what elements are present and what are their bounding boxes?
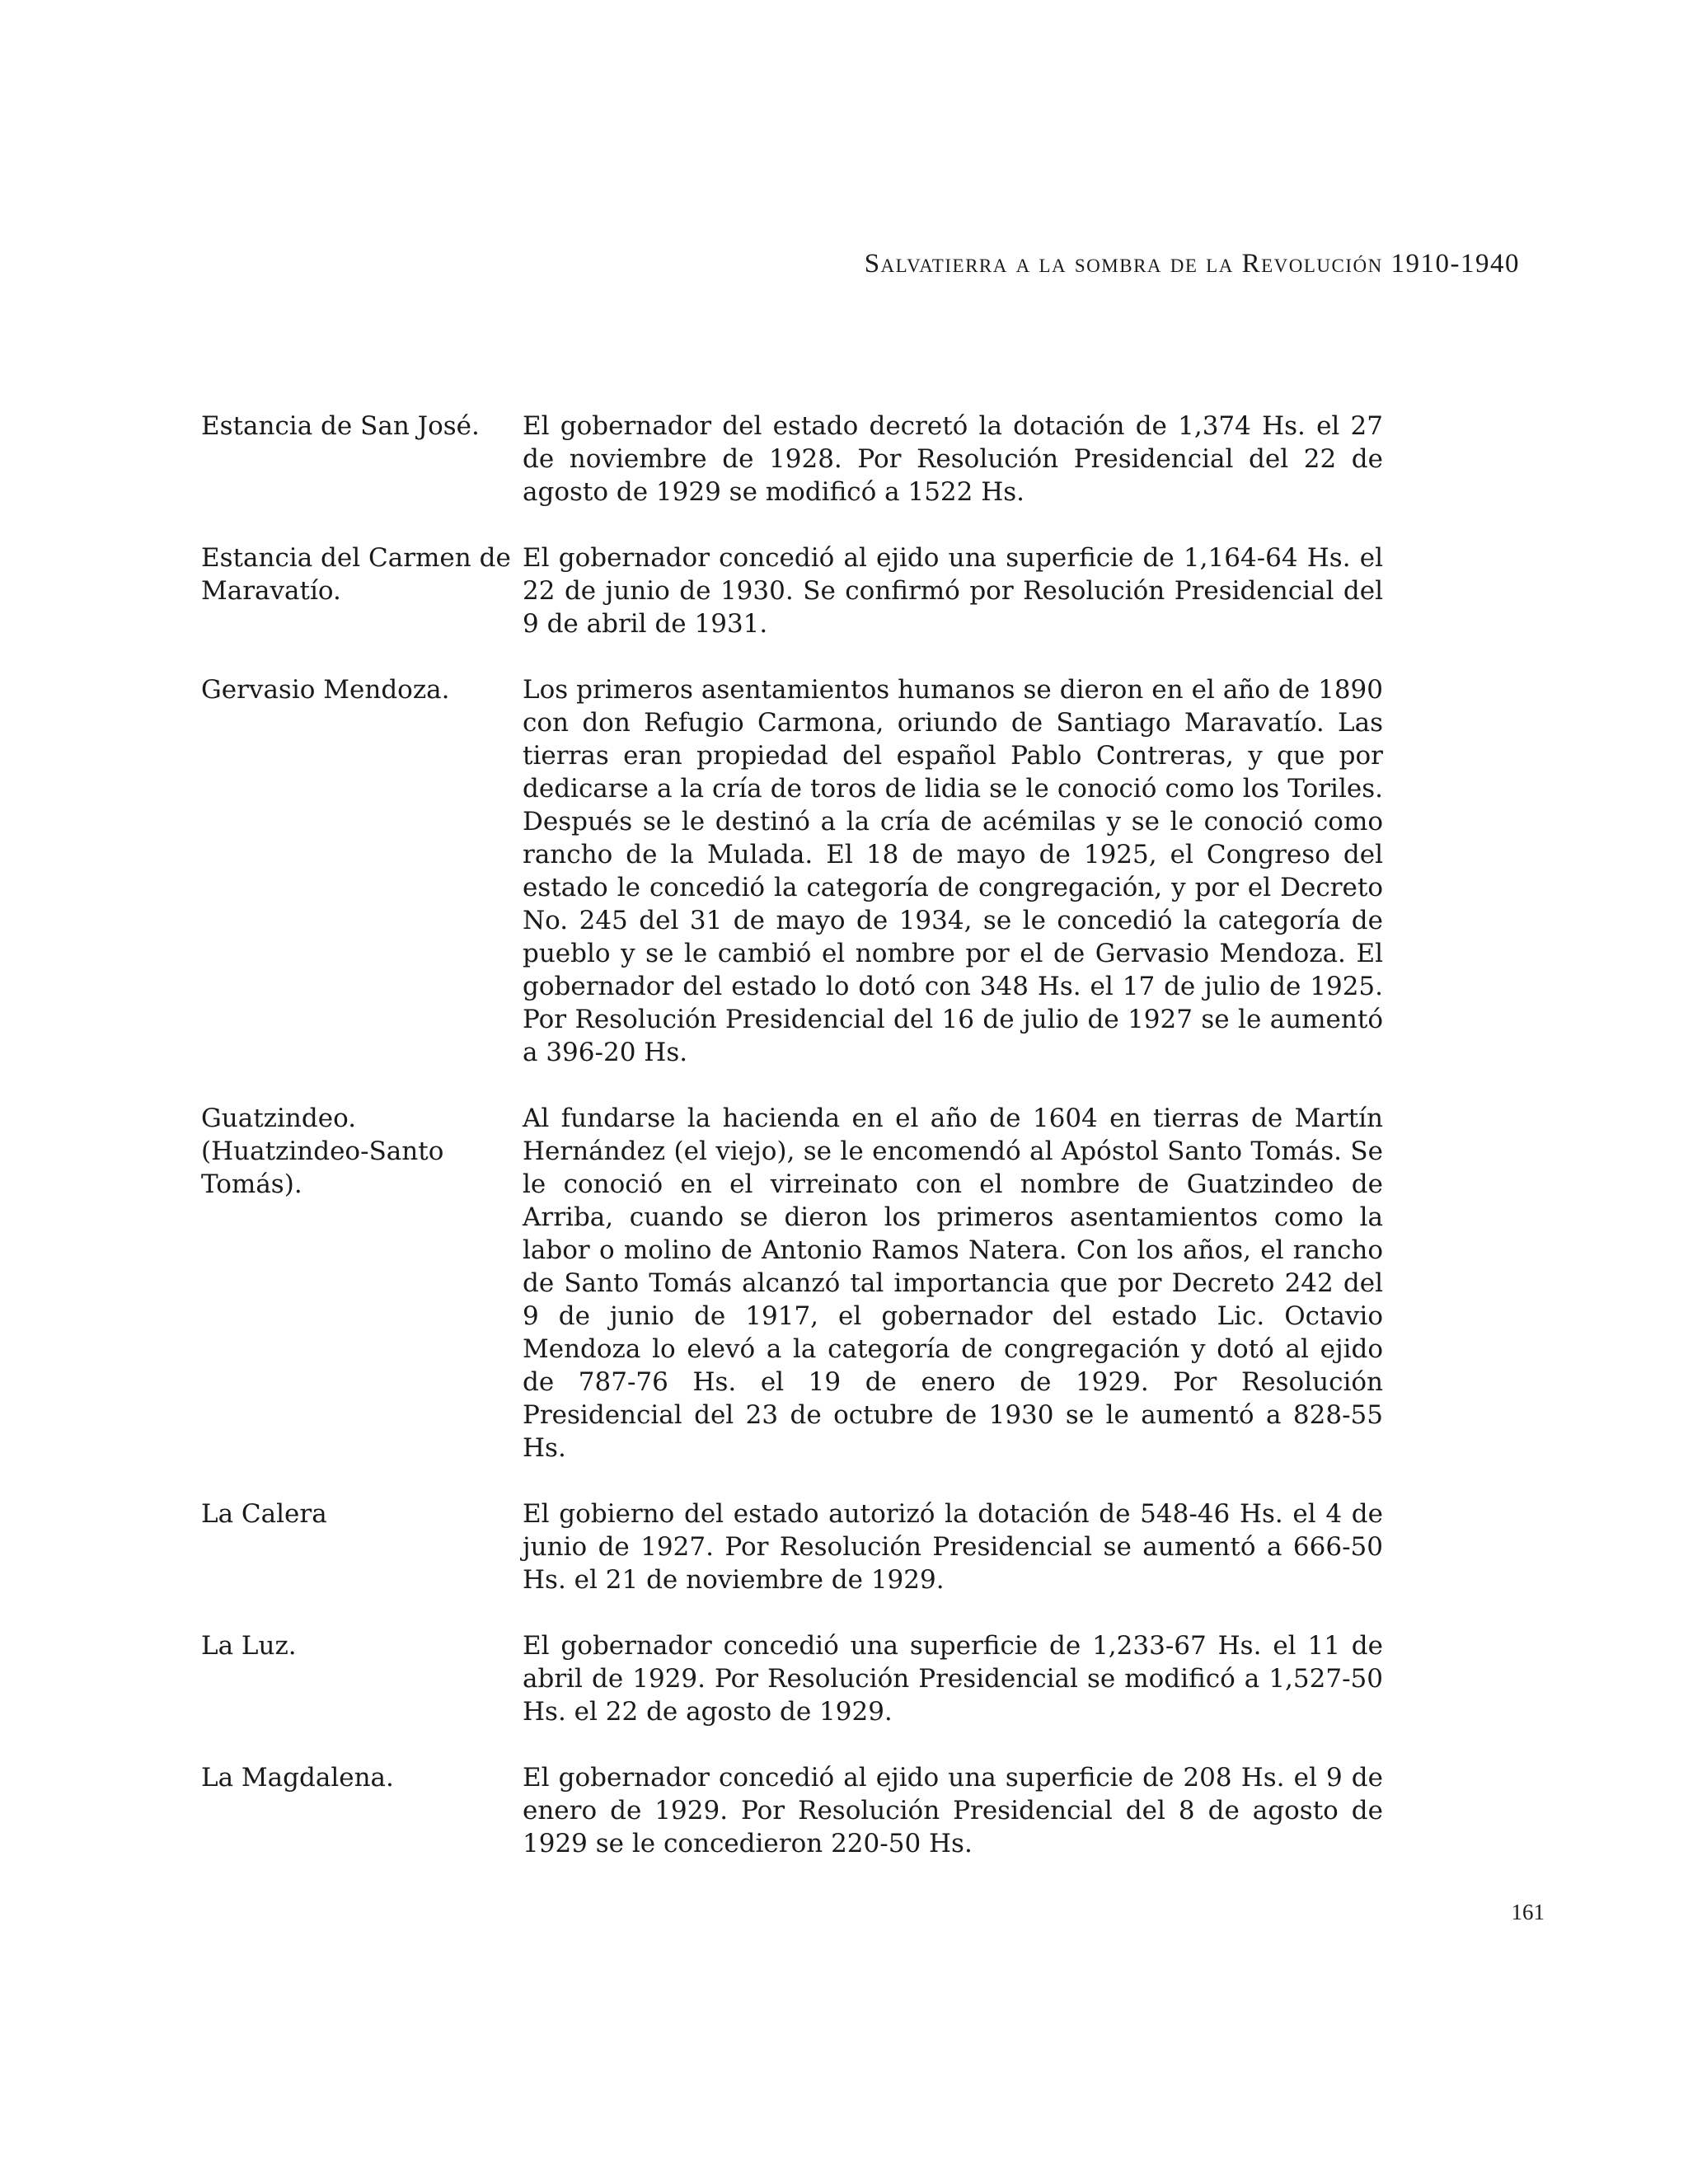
entry-estancia-carmen-maravatio bbox=[201, 541, 1383, 640]
entry-estancia-san-jose bbox=[201, 410, 1383, 509]
entries-list bbox=[201, 410, 1383, 1893]
entry-description: El gobierno del estado autorizó la dotación de 548-46 Hs. el 4 de junio de 1927. Por Resolución Presidencial se aumentó a 666-50 Hs. el 21 de noviembre de 1929. bbox=[523, 1499, 1383, 1595]
entry-term: Guatzindeo. (Huatzindeo-Santo Tomás). bbox=[201, 1104, 444, 1199]
entry-gervasio-mendoza bbox=[201, 673, 1383, 1069]
page-number: 161 bbox=[1511, 1900, 1545, 1924]
entry-description: El gobernador concedió al ejido una superficie de 208 Hs. el 9 de enero de 1929. Por Resolución Presidencial del 8 de agosto de 1929 se le concedieron 220-50 Hs. bbox=[523, 1763, 1383, 1858]
entry-term: Estancia de San José. bbox=[201, 411, 480, 441]
entry-description: El gobernador concedió una superficie de 1,233-67 Hs. el 11 de abril de 1929. Por Resolución Presidencial se modificó a 1,527-50 Hs. el 22 de agosto de 1929. bbox=[523, 1631, 1383, 1727]
entry-term: La Calera bbox=[201, 1499, 327, 1529]
entry-term: Estancia del Carmen de Maravatío. bbox=[201, 543, 511, 606]
entry-description: Los primeros asentamientos humanos se dieron en el año de 1890 con don Refugio Carmona, oriundo de Santiago Maravatío. Las tierras eran propiedad del español Pablo Contreras, y que por dedicarse a la cría de toros de lidia se le conoció como los Toriles. Después se le destinó a la cría de acémilas y se le conoció como rancho de la Mulada. El 18 de mayo de 1925, el Congreso del estado le concedió la categoría de congregación, y por el Decreto No. 245 del 31 de mayo de 1934, se le concedió la categoría de pueblo y se le cambió el nombre por el de Gervasio Mendoza. El gobernador del estado lo dotó con 348 Hs. el 17 de julio de 1925. Por Resolución Presidencial del 16 de julio de 1927 se le aumentó a 396-20 Hs. bbox=[523, 675, 1383, 1067]
running-header: Salvatierra a la sombra de la Revolución 1910-1940 bbox=[864, 249, 1520, 279]
entry-description: Al fundarse la hacienda en el año de 1604 en tierras de Martín Hernández (el viejo), se le encomendó al Apóstol Santo Tomás. Se le conoció en el virreinato con el nombre de Guatzindeo de Arriba, cuando se dieron los primeros asentamientos como la labor o molino de Antonio Ramos Natera. Con los años, el rancho de Santo Tomás alcanzó tal importancia que por Decreto 242 del 9 de junio de 1917, el gobernador del estado Lic. Octavio Mendoza lo elevó a la categoría de congregación y dotó al ejido de 787-76 Hs. el 19 de enero de 1929. Por Resolución Presidencial del 23 de octubre de 1930 se le aumentó a 828-55 Hs. bbox=[523, 1104, 1383, 1463]
entry-description: El gobernador del estado decretó la dotación de 1,374 Hs. el 27 de noviembre de 1928. Por Resolución Presidencial del 22 de agosto de 1929 se modificó a 1522 Hs. bbox=[523, 411, 1383, 507]
entry-la-calera bbox=[201, 1497, 1383, 1596]
entry-description: El gobernador concedió al ejido una superficie de 1,164-64 Hs. el 22 de junio de 1930. Se confirmó por Resolución Presidencial del 9 de abril de 1931. bbox=[523, 543, 1383, 639]
entry-guatzindeo bbox=[201, 1102, 1383, 1465]
entry-la-luz bbox=[201, 1629, 1383, 1728]
entry-term: Gervasio Mendoza. bbox=[201, 675, 450, 705]
entry-term: La Magdalena. bbox=[201, 1763, 394, 1793]
entry-term: La Luz. bbox=[201, 1631, 297, 1661]
entry-la-magdalena bbox=[201, 1761, 1383, 1860]
